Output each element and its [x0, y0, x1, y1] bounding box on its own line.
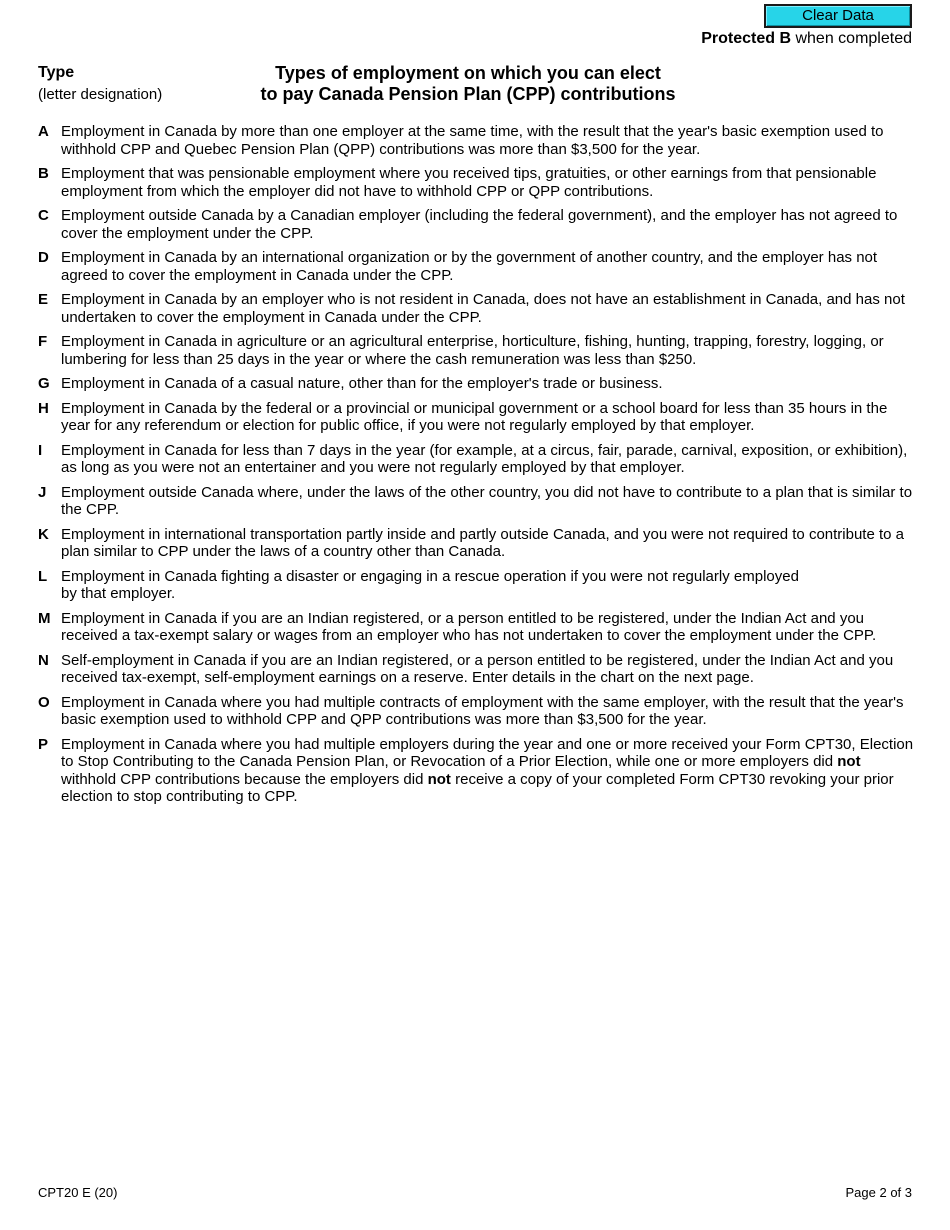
employment-type-item: [38, 375, 918, 393]
page-title-line-1: Types of employment on which you can elect: [275, 63, 661, 83]
employment-type-letter: N: [38, 651, 49, 669]
description-text: Self-employment in Canada if you are an Indian registered, or a person entitled to be registered, under the Indian Act and you received tax-exempt, self-employment earnings on a reserve. Enter details in the chart on the next page.: [61, 651, 894, 686]
description-text: Employment that was pensionable employment where you received tips, gratuities, or other earnings from that pensionable employment from which the employer did not have to withhold CPP or QPP contributions.: [61, 165, 877, 200]
employment-type-item: [38, 207, 918, 242]
page-title-line-2: to pay Canada Pension Plan (CPP) contributions: [260, 84, 676, 104]
employment-type-item: [38, 652, 918, 687]
form-code: CPT20 E (20): [38, 1185, 118, 1200]
employment-type-letter: C: [38, 207, 49, 224]
description-text: Employment in Canada fighting a disaster or engaging in a rescue operation if you were not regularly employed: [61, 567, 799, 585]
employment-type-letter: E: [38, 291, 49, 308]
description-text: receive a copy of your completed Form CPT30 revoking your prior election to stop contributing to CPP.: [61, 770, 894, 805]
employment-type-description: [61, 652, 918, 687]
employment-type-item: [38, 291, 918, 326]
employment-type-letter: H: [38, 399, 49, 417]
type-column-heading: Type: [38, 64, 75, 81]
description-text: Employment outside Canada by a Canadian employer (including the federal government), and the employer has not agreed to cover the employment under the CPP.: [61, 207, 898, 242]
description-text: Employment in Canada where you had multiple contracts of employment with the same employer, with the result that the year's basic exemption used to withhold CPP and QPP contributions was more than $3,500 for the year.: [61, 693, 904, 728]
employment-type-description: [61, 207, 918, 242]
employment-type-item: [38, 442, 918, 477]
employment-type-description: [61, 442, 918, 477]
employment-type-description: [61, 400, 918, 435]
employment-type-description: [61, 526, 918, 561]
employment-type-letter: J: [38, 483, 47, 501]
employment-type-letter: F: [38, 333, 48, 350]
description-text: Employment in Canada by the federal or a provincial or municipal government or a school board for less than 35 hours in the year for any referendum or election for public office, if you were not regularly employed by that employer.: [61, 399, 888, 434]
employment-type-item: [38, 400, 918, 435]
employment-type-item: [38, 736, 918, 806]
employment-type-letter: P: [38, 735, 49, 753]
employment-type-item: [38, 249, 918, 284]
employment-type-letter: K: [38, 525, 49, 543]
employment-type-description: [61, 610, 918, 645]
description-text: Employment in Canada where you had multiple employers during the year and one or more received your Form CPT30, Election to Stop Contributing to the Canada Pension Plan, or Revocation of a Prior Election, while one or more employers did: [61, 735, 914, 770]
employment-type-description: [61, 249, 918, 284]
employment-type-item: [38, 165, 918, 200]
employment-type-letter: D: [38, 249, 49, 266]
description-text: Employment in Canada of a casual nature, other than for the employer's trade or business.: [61, 375, 663, 392]
description-text: Employment in Canada in agriculture or an agricultural enterprise, horticulture, fishing, hunting, trapping, forestry, logging, or lumbering for less than 25 days in the year or where the cash remuneration was less than $250.: [61, 333, 884, 368]
employment-type-item: [38, 568, 918, 603]
employment-type-item: [38, 484, 918, 519]
employment-type-item: [38, 526, 918, 561]
clear-data-button[interactable]: Clear Data: [764, 4, 912, 28]
employment-type-letter: L: [38, 567, 48, 585]
employment-type-description: [61, 165, 918, 200]
description-text: Employment in Canada by an international organization or by the government of another country, and the employer has not agreed to cover the employment in Canada under the CPP.: [61, 249, 878, 284]
employment-type-description: [61, 375, 918, 393]
emphasis-text: not: [837, 753, 861, 770]
employment-type-letter: B: [38, 165, 49, 182]
employment-type-item: [38, 123, 918, 158]
employment-type-description: [61, 736, 918, 806]
emphasis-text: not: [427, 770, 451, 788]
employment-type-letter: I: [38, 441, 43, 459]
employment-type-description: [61, 123, 918, 158]
type-column-subheading: (letter designation): [38, 86, 163, 103]
employment-type-list: [38, 123, 918, 813]
page-title: [210, 63, 726, 105]
employment-type-letter: G: [38, 375, 50, 392]
employment-type-letter: M: [38, 609, 51, 627]
employment-type-description: [61, 484, 918, 519]
employment-type-letter: A: [38, 123, 49, 140]
protected-b-label: Protected B: [701, 30, 792, 47]
employment-type-description: [61, 568, 918, 603]
employment-type-item: [38, 610, 918, 645]
protected-b-suffix: when completed: [791, 30, 912, 47]
employment-type-description: [61, 333, 918, 368]
employment-type-item: [38, 694, 918, 729]
description-text: Employment in Canada for less than 7 days in the year (for example, at a circus, fair, parade, carnival, exposition, or exhibition), as long as you were not an entertainer and you were not regularly employed by that employer.: [61, 441, 908, 476]
employment-type-item: [38, 333, 918, 368]
protected-b-notice: [701, 30, 912, 48]
employment-type-description: [61, 291, 918, 326]
description-text: by that employer.: [61, 585, 176, 602]
description-text: withhold CPP contributions because the employers did: [61, 770, 428, 788]
description-text: Employment in Canada by an employer who is not resident in Canada, does not have an establishment in Canada, and has not undertaken to cover the employment in Canada under the CPP.: [61, 291, 905, 326]
page-number: Page 2 of 3: [845, 1185, 912, 1200]
description-text: Employment in Canada if you are an Indian registered, or a person entitled to be registered, under the Indian Act and you received a tax-exempt salary or wages from an employer who has not undertaken to cover the employment under the CPP.: [61, 609, 877, 644]
employment-type-letter: O: [38, 693, 50, 711]
description-text: Employment in international transportation partly inside and partly outside Canada, and you were not required to contribute to a plan similar to CPP under the laws of a country other than Canada.: [61, 525, 905, 560]
description-text: Employment outside Canada where, under the laws of the other country, you did not have to contribute to a plan that is similar to the CPP.: [61, 483, 913, 518]
description-text: Employment in Canada by more than one employer at the same time, with the result that the year's basic exemption used to withhold CPP and Quebec Pension Plan (QPP) contributions was more than $3,500 for the year.: [61, 123, 884, 158]
employment-type-description: [61, 694, 918, 729]
